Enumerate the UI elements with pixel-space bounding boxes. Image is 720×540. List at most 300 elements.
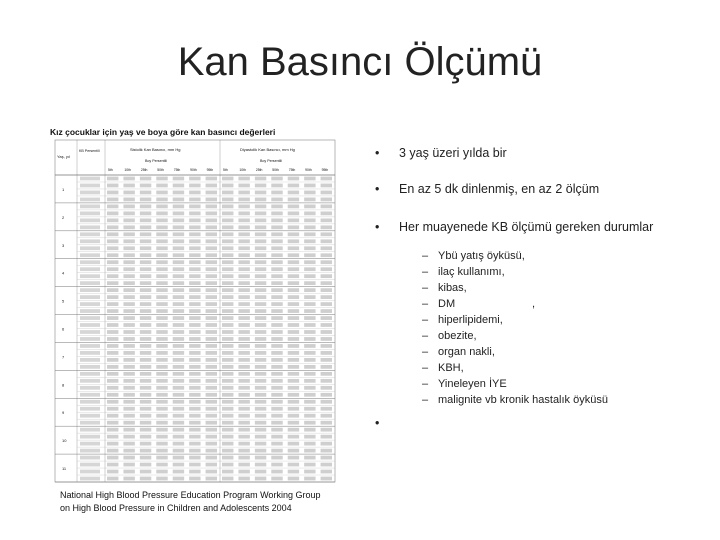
cell-mark (271, 323, 282, 327)
cell-mark (206, 449, 217, 453)
cell-mark (288, 232, 299, 236)
cell-mark (156, 253, 167, 257)
cell-mark (189, 239, 200, 243)
cell-mark (321, 288, 332, 292)
cell-mark (189, 330, 200, 334)
cell-mark (206, 309, 217, 313)
header-age: Yaş, yıl (57, 154, 70, 159)
cell-mark (255, 225, 266, 229)
cell-mark (238, 365, 249, 369)
cell-mark (238, 470, 249, 474)
cell-mark (173, 288, 184, 292)
cell-mark (321, 330, 332, 334)
cell-mark (255, 344, 266, 348)
cell-mark (189, 344, 200, 348)
cell-mark (140, 470, 151, 474)
cell-mark (173, 267, 184, 271)
cell-mark (288, 302, 299, 306)
cell-mark (206, 218, 217, 222)
cell-mark (140, 218, 151, 222)
cell-mark (123, 330, 134, 334)
cell-mark (156, 428, 167, 432)
header-col: 10th (124, 168, 132, 172)
cell-mark (271, 274, 282, 278)
cell-mark (107, 246, 118, 250)
cell-mark (238, 253, 249, 257)
cell-mark (107, 191, 118, 195)
cell-mark (123, 449, 134, 453)
cell-mark (156, 295, 167, 299)
cell-mark (173, 260, 184, 264)
cell-mark (206, 365, 217, 369)
cell-mark (321, 260, 332, 264)
cell-mark (238, 421, 249, 425)
cell-mark (271, 372, 282, 376)
cell-mark (123, 372, 134, 376)
cell-mark (304, 191, 315, 195)
cell-mark (255, 205, 266, 209)
cell-mark (304, 198, 315, 202)
cell-mark (156, 463, 167, 467)
cell-mark (206, 407, 217, 411)
cell-mark (140, 407, 151, 411)
cell-mark (173, 470, 184, 474)
cell-mark (123, 198, 134, 202)
cell-mark (156, 302, 167, 306)
cell-mark (288, 414, 299, 418)
cell-mark (321, 470, 332, 474)
cell-mark (206, 205, 217, 209)
cell-mark (271, 330, 282, 334)
cell-mark (304, 330, 315, 334)
cell-mark (140, 246, 151, 250)
cell-mark (140, 386, 151, 390)
age-label: 1 (62, 186, 65, 192)
cell-mark (304, 274, 315, 278)
cell-mark (222, 386, 233, 390)
cell-mark (321, 323, 332, 327)
cell-mark (255, 400, 266, 404)
cell-mark (173, 407, 184, 411)
cell-mark (304, 393, 315, 397)
cell-mark (140, 205, 151, 209)
cell-mark (107, 463, 118, 467)
cell-mark (140, 351, 151, 355)
cell-mark (140, 477, 151, 481)
cell-mark (255, 386, 266, 390)
cell-mark (222, 184, 233, 188)
cell-mark (123, 358, 134, 362)
cell-mark (222, 456, 233, 460)
cell-mark (288, 225, 299, 229)
cell-mark (255, 330, 266, 334)
cell-mark (238, 267, 249, 271)
cell-mark (206, 470, 217, 474)
cell-mark (173, 477, 184, 481)
cell-mark (123, 225, 134, 229)
cell-mark (140, 456, 151, 460)
cell-mark (321, 428, 332, 432)
cell-mark (271, 177, 282, 181)
cell-mark (321, 267, 332, 271)
cell-mark (156, 198, 167, 202)
cell-mark (321, 414, 332, 418)
cell-mark (123, 211, 134, 215)
cell-mark (107, 337, 118, 341)
cell-mark (107, 400, 118, 404)
cell-mark (123, 232, 134, 236)
age-label: 11 (62, 466, 67, 472)
slide-title: Kan Basıncı Ölçümü (177, 40, 543, 84)
cell-mark (80, 414, 100, 418)
cell-mark (156, 316, 167, 320)
cell-mark (156, 225, 167, 229)
cell-mark (80, 435, 100, 439)
cell-mark (288, 449, 299, 453)
cell-mark (222, 253, 233, 257)
cell-mark (321, 393, 332, 397)
cell-mark (206, 211, 217, 215)
cell-mark (107, 232, 118, 236)
cell-mark (123, 393, 134, 397)
bullet-text: En az 5 dk dinlenmiş, en az 2 ölçüm (399, 182, 600, 196)
cell-mark (255, 177, 266, 181)
cell-mark (206, 456, 217, 460)
cell-mark (238, 260, 249, 264)
cell-mark (238, 323, 249, 327)
header-col: 25th (140, 168, 148, 172)
cell-mark (107, 274, 118, 278)
cell-mark (222, 260, 233, 264)
cell-mark (222, 421, 233, 425)
cell-mark (321, 351, 332, 355)
header-col: 90th (305, 168, 312, 172)
cell-mark (304, 351, 315, 355)
cell-mark (206, 239, 217, 243)
cell-mark (271, 379, 282, 383)
cell-mark (80, 407, 100, 411)
cell-mark (255, 295, 266, 299)
cell-mark (255, 246, 266, 250)
cell-mark (80, 274, 100, 278)
dash-icon: – (422, 362, 429, 374)
cell-mark (206, 225, 217, 229)
cell-mark (140, 421, 151, 425)
cell-mark (304, 344, 315, 348)
cell-mark (123, 295, 134, 299)
cell-mark (304, 435, 315, 439)
cell-mark (173, 316, 184, 320)
cell-mark (288, 358, 299, 362)
cell-mark (222, 330, 233, 334)
cell-mark (206, 358, 217, 362)
cell-mark (189, 295, 200, 299)
cell-mark (123, 267, 134, 271)
cell-mark (288, 435, 299, 439)
cell-mark (206, 463, 217, 467)
cell-mark (255, 470, 266, 474)
cell-mark (107, 449, 118, 453)
cell-mark (288, 205, 299, 209)
cell-mark (304, 386, 315, 390)
cell-mark (222, 246, 233, 250)
cell-mark (189, 407, 200, 411)
cell-mark (123, 435, 134, 439)
cell-mark (140, 449, 151, 453)
cell-mark (206, 316, 217, 320)
cell-mark (173, 253, 184, 257)
cell-mark (222, 232, 233, 236)
header-col: 90th (190, 168, 197, 172)
age-label: 9 (62, 410, 65, 416)
cell-mark (304, 253, 315, 257)
cell-mark (80, 449, 100, 453)
cell-mark (222, 323, 233, 327)
cell-mark (271, 470, 282, 474)
cell-mark (189, 477, 200, 481)
cell-mark (107, 344, 118, 348)
cell-mark (288, 274, 299, 278)
cell-mark (238, 184, 249, 188)
cell-mark (80, 198, 100, 202)
cell-mark (255, 302, 266, 306)
cell-mark (189, 372, 200, 376)
cell-mark (206, 421, 217, 425)
cell-mark (156, 344, 167, 348)
cell-mark (238, 358, 249, 362)
age-label: 4 (62, 270, 65, 276)
dash-icon: – (422, 250, 429, 262)
cell-mark (107, 218, 118, 222)
cell-mark (189, 225, 200, 229)
cell-mark (321, 358, 332, 362)
cell-mark (140, 191, 151, 195)
cell-mark (156, 379, 167, 383)
cell-mark (321, 344, 332, 348)
cell-mark (123, 302, 134, 306)
cell-mark (189, 379, 200, 383)
cell-mark (140, 344, 151, 348)
cell-mark (206, 184, 217, 188)
cell-mark (255, 323, 266, 327)
cell-mark (140, 239, 151, 243)
cell-mark (140, 309, 151, 313)
cell-mark (189, 337, 200, 341)
cell-mark (80, 351, 100, 355)
cell-mark (189, 288, 200, 292)
cell-mark (271, 365, 282, 369)
cell-mark (222, 344, 233, 348)
cell-mark (222, 205, 233, 209)
cell-mark (189, 323, 200, 327)
cell-mark (107, 253, 118, 257)
cell-mark (304, 232, 315, 236)
cell-mark (222, 442, 233, 446)
cell-mark (140, 281, 151, 285)
cell-mark (321, 316, 332, 320)
cell-mark (255, 316, 266, 320)
cell-mark (222, 274, 233, 278)
cell-mark (238, 351, 249, 355)
cell-mark (107, 421, 118, 425)
cell-mark (222, 316, 233, 320)
cell-mark (206, 191, 217, 195)
dash-icon: – (422, 266, 429, 278)
dash-icon: – (422, 330, 429, 342)
cell-mark (321, 477, 332, 481)
cell-mark (321, 407, 332, 411)
cell-mark (321, 232, 332, 236)
cell-mark (288, 267, 299, 271)
cell-mark (173, 177, 184, 181)
cell-mark (123, 274, 134, 278)
cell-mark (238, 407, 249, 411)
cell-mark (304, 372, 315, 376)
cell-mark (271, 267, 282, 271)
cell-mark (271, 225, 282, 229)
cell-mark (173, 211, 184, 215)
cell-mark (255, 414, 266, 418)
cell-mark (206, 260, 217, 264)
cell-mark (288, 253, 299, 257)
cell-mark (288, 372, 299, 376)
cell-mark (173, 198, 184, 202)
cell-mark (140, 177, 151, 181)
cell-mark (238, 442, 249, 446)
cell-mark (288, 295, 299, 299)
cell-mark (222, 295, 233, 299)
cell-mark (140, 295, 151, 299)
cell-mark (238, 309, 249, 313)
cell-mark (255, 379, 266, 383)
cell-mark (222, 449, 233, 453)
cell-mark (80, 463, 100, 467)
cell-mark (173, 184, 184, 188)
cell-mark (107, 267, 118, 271)
cell-mark (222, 477, 233, 481)
cell-mark (140, 184, 151, 188)
cell-mark (222, 351, 233, 355)
cell-mark (107, 393, 118, 397)
cell-mark (156, 184, 167, 188)
cell-mark (140, 330, 151, 334)
cell-mark (271, 246, 282, 250)
cell-mark (238, 198, 249, 202)
cell-mark (222, 191, 233, 195)
cell-mark (222, 463, 233, 467)
cell-mark (80, 470, 100, 474)
cell-mark (288, 211, 299, 215)
cell-mark (288, 470, 299, 474)
cell-mark (123, 421, 134, 425)
cell-mark (107, 407, 118, 411)
cell-mark (238, 379, 249, 383)
cell-mark (123, 260, 134, 264)
cell-mark (156, 330, 167, 334)
cell-mark (321, 365, 332, 369)
cell-mark (304, 281, 315, 285)
cell-mark (288, 260, 299, 264)
cell-mark (173, 218, 184, 222)
cell-mark (238, 246, 249, 250)
cell-mark (140, 393, 151, 397)
cell-mark (189, 316, 200, 320)
cell-mark (80, 477, 100, 481)
cell-mark (255, 253, 266, 257)
cell-mark (321, 211, 332, 215)
cell-mark (107, 330, 118, 334)
cell-mark (206, 232, 217, 236)
cell-mark (271, 428, 282, 432)
cell-mark (288, 421, 299, 425)
cell-mark (271, 442, 282, 446)
cell-mark (288, 281, 299, 285)
cell-mark (271, 198, 282, 202)
cell-mark (156, 456, 167, 460)
cell-mark (80, 253, 100, 257)
cell-mark (107, 386, 118, 390)
cell-mark (206, 477, 217, 481)
cell-mark (140, 358, 151, 362)
cell-mark (123, 344, 134, 348)
cell-mark (156, 337, 167, 341)
cell-mark (107, 198, 118, 202)
cell-mark (222, 393, 233, 397)
cell-mark (255, 477, 266, 481)
cell-mark (304, 456, 315, 460)
cell-mark (255, 239, 266, 243)
cell-mark (107, 239, 118, 243)
cell-mark (189, 281, 200, 285)
cell-mark (271, 414, 282, 418)
header-col: 10th (239, 168, 247, 172)
cell-mark (271, 477, 282, 481)
cell-mark (123, 253, 134, 257)
cell-mark (173, 246, 184, 250)
cell-mark (238, 295, 249, 299)
cell-mark (156, 232, 167, 236)
header-col: 95th (321, 168, 329, 172)
cell-mark (80, 281, 100, 285)
cell-mark (140, 379, 151, 383)
cell-mark (288, 316, 299, 320)
cell-mark (107, 435, 118, 439)
dash-icon: – (422, 378, 429, 390)
cell-mark (206, 428, 217, 432)
cell-mark (173, 351, 184, 355)
cell-mark (255, 463, 266, 467)
cell-mark (156, 351, 167, 355)
cell-mark (321, 281, 332, 285)
cell-mark (80, 302, 100, 306)
cell-mark (80, 309, 100, 313)
cell-mark (222, 239, 233, 243)
cell-mark (206, 302, 217, 306)
cell-mark (107, 365, 118, 369)
cell-mark (271, 309, 282, 313)
cell-mark (304, 414, 315, 418)
cell-mark (107, 316, 118, 320)
cell-mark (271, 449, 282, 453)
cell-mark (238, 435, 249, 439)
cell-mark (321, 449, 332, 453)
cell-mark (156, 372, 167, 376)
cell-mark (173, 344, 184, 348)
cell-mark (271, 358, 282, 362)
cell-mark (271, 393, 282, 397)
cell-mark (156, 442, 167, 446)
cell-mark (288, 218, 299, 222)
